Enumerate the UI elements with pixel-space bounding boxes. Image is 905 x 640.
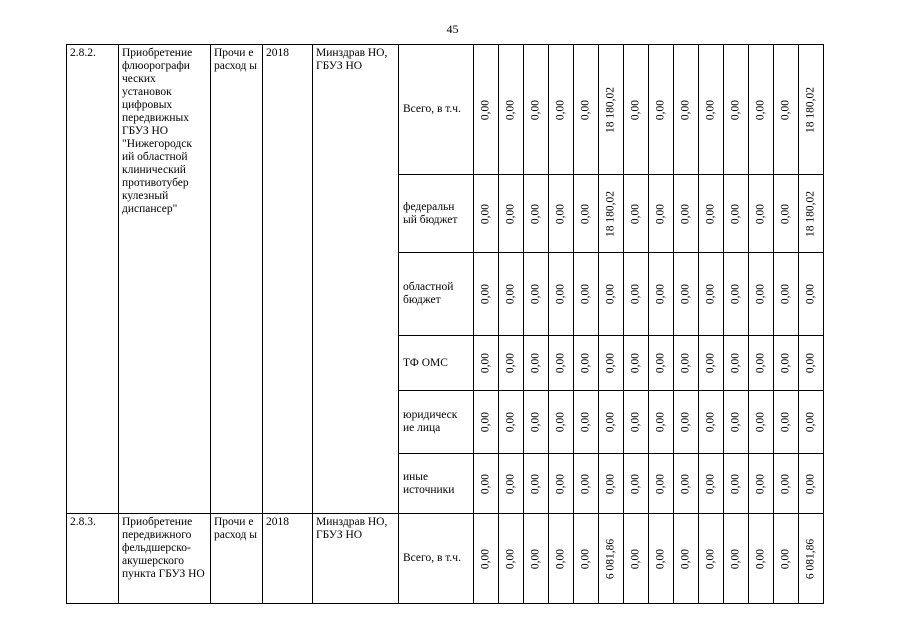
amount-cell [749, 253, 774, 336]
amount-cell [649, 45, 674, 175]
amount-value: 0,00 [529, 203, 542, 224]
amount-cell [724, 253, 749, 336]
amount-cell [649, 253, 674, 336]
amount-cell [799, 253, 824, 336]
amount-cell [524, 454, 549, 514]
amount-value: 0,00 [504, 352, 517, 374]
amount-value: 0,00 [754, 411, 767, 433]
amount-value: 18 180,02 [604, 86, 617, 133]
amount-cell [474, 514, 499, 604]
amount-value: 0,00 [554, 203, 567, 224]
amount-cell [749, 391, 774, 454]
amount-cell [674, 514, 699, 604]
amount-value: 18 180,02 [804, 86, 817, 133]
amount-value: 18 180,02 [804, 190, 817, 237]
amount-value: 0,00 [579, 411, 592, 433]
amount-cell [799, 45, 824, 175]
amount-cell [499, 336, 524, 391]
amount-cell [549, 336, 574, 391]
amount-cell [524, 253, 549, 336]
amount-value: 6 081,86 [804, 538, 817, 579]
item-code-cell: 2.8.2. [67, 45, 119, 514]
amount-cell [674, 336, 699, 391]
amount-value: 0,00 [779, 99, 792, 120]
amount-cell [649, 391, 674, 454]
amount-cell [724, 336, 749, 391]
amount-value: 0,00 [779, 411, 792, 433]
amount-value: 0,00 [579, 352, 592, 374]
amount-cell [599, 391, 624, 454]
amount-cell [574, 175, 599, 253]
amount-cell [774, 175, 799, 253]
amount-cell [799, 175, 824, 253]
amount-value: 0,00 [629, 473, 642, 494]
budget-table [66, 44, 824, 604]
amount-cell [474, 336, 499, 391]
amount-cell [574, 514, 599, 604]
amount-cell [474, 454, 499, 514]
amount-value: 0,00 [729, 411, 742, 433]
amount-cell [674, 391, 699, 454]
amount-value: 0,00 [679, 411, 692, 433]
amount-cell [499, 253, 524, 336]
amount-cell [649, 514, 674, 604]
amount-value: 0,00 [554, 283, 567, 305]
amount-cell [574, 336, 599, 391]
amount-value: 0,00 [629, 203, 642, 224]
amount-value: 0,00 [729, 283, 742, 305]
amount-cell [699, 514, 724, 604]
amount-cell [699, 391, 724, 454]
funding-source-label: Всего, в т.ч. [399, 45, 474, 175]
amount-cell [724, 175, 749, 253]
amount-cell [724, 514, 749, 604]
amount-value: 0,00 [704, 411, 717, 433]
amount-value: 0,00 [504, 203, 517, 224]
amount-value: 0,00 [679, 352, 692, 374]
amount-value: 0,00 [779, 473, 792, 494]
amount-value: 0,00 [479, 411, 492, 433]
amount-value: 0,00 [579, 283, 592, 305]
amount-cell [699, 454, 724, 514]
amount-cell [549, 253, 574, 336]
amount-cell [549, 175, 574, 253]
amount-value: 0,00 [654, 411, 667, 433]
amount-cell [749, 454, 774, 514]
amount-value: 0,00 [504, 411, 517, 433]
amount-value: 0,00 [654, 352, 667, 374]
amount-cell [599, 454, 624, 514]
amount-value: 0,00 [754, 473, 767, 494]
amount-value: 0,00 [704, 283, 717, 305]
amount-cell [624, 391, 649, 454]
amount-value: 0,00 [679, 283, 692, 305]
funding-source-label: областной бюджет [399, 253, 474, 336]
item-name-cell: Приобретение передвижного фельдшерско- акушерского пункта ГБУЗ НО [119, 514, 211, 604]
amount-value: 0,00 [704, 203, 717, 224]
amount-value: 0,00 [629, 352, 642, 374]
amount-value: 0,00 [554, 99, 567, 120]
amount-value: 0,00 [754, 203, 767, 224]
amount-value: 0,00 [504, 473, 517, 494]
amount-value: 0,00 [804, 473, 817, 494]
amount-value: 0,00 [679, 548, 692, 569]
amount-cell [524, 45, 549, 175]
amount-cell [624, 454, 649, 514]
amount-value: 0,00 [554, 352, 567, 374]
amount-value: 0,00 [529, 548, 542, 569]
amount-value: 0,00 [579, 548, 592, 569]
amount-value: 0,00 [529, 411, 542, 433]
amount-cell [599, 336, 624, 391]
amount-cell [774, 45, 799, 175]
amount-cell [624, 175, 649, 253]
amount-cell [574, 454, 599, 514]
amount-cell [549, 514, 574, 604]
amount-cell [624, 336, 649, 391]
amount-value: 0,00 [679, 473, 692, 494]
amount-value: 0,00 [629, 99, 642, 120]
amount-value: 0,00 [554, 473, 567, 494]
amount-value: 0,00 [779, 548, 792, 569]
funding-source-label: иные источники [399, 454, 474, 514]
page-number: 45 [446, 22, 459, 36]
amount-value: 0,00 [729, 203, 742, 224]
amount-value: 0,00 [479, 473, 492, 494]
funding-source-label: Всего, в т.ч. [399, 514, 474, 604]
amount-cell [799, 514, 824, 604]
amount-cell [474, 391, 499, 454]
amount-value: 0,00 [779, 283, 792, 305]
amount-value: 0,00 [604, 411, 617, 433]
amount-cell [724, 391, 749, 454]
amount-value: 0,00 [504, 548, 517, 569]
amount-value: 0,00 [529, 99, 542, 120]
amount-value: 0,00 [754, 283, 767, 305]
amount-cell [649, 175, 674, 253]
table-row [67, 45, 824, 175]
amount-cell [799, 391, 824, 454]
funding-source-label: федеральн ый бюджет [399, 175, 474, 253]
amount-value: 0,00 [529, 473, 542, 494]
item-code-cell: 2.8.3. [67, 514, 119, 604]
amount-cell [674, 175, 699, 253]
funding-source-label: ТФ ОМС [399, 336, 474, 391]
amount-cell [599, 45, 624, 175]
amount-cell [524, 514, 549, 604]
funding-source-label: юридическ ие лица [399, 391, 474, 454]
amount-value: 0,00 [629, 411, 642, 433]
amount-value: 0,00 [654, 99, 667, 120]
amount-cell [624, 514, 649, 604]
amount-cell [674, 45, 699, 175]
amount-value: 0,00 [729, 99, 742, 120]
amount-value: 0,00 [479, 352, 492, 374]
amount-cell [524, 175, 549, 253]
amount-value: 0,00 [754, 548, 767, 569]
amount-cell [599, 175, 624, 253]
amount-value: 0,00 [779, 203, 792, 224]
amount-cell [699, 336, 724, 391]
amount-value: 0,00 [779, 352, 792, 374]
amount-value: 0,00 [804, 352, 817, 374]
amount-value: 0,00 [529, 352, 542, 374]
amount-cell [724, 454, 749, 514]
amount-value: 0,00 [629, 283, 642, 305]
amount-cell [549, 454, 574, 514]
item-name-cell: Приобретение флюорографи ческих установок цифровых передвижных ГБУЗ НО "Нижегородск ий областной клинический противотубер кулезный диспансер" [119, 45, 211, 514]
amount-cell [774, 454, 799, 514]
amount-cell [499, 175, 524, 253]
amount-cell [774, 336, 799, 391]
year-cell: 2018 [263, 45, 313, 514]
executor-cell: Минздрав НО, ГБУЗ НО [313, 45, 399, 514]
table-row [67, 514, 824, 604]
amount-value: 0,00 [654, 203, 667, 224]
amount-cell [499, 514, 524, 604]
amount-cell [599, 253, 624, 336]
executor-cell: Минздрав НО, ГБУЗ НО [313, 514, 399, 604]
amount-value: 0,00 [704, 352, 717, 374]
amount-cell [749, 514, 774, 604]
amount-value: 18 180,02 [604, 190, 617, 237]
amount-cell [674, 454, 699, 514]
amount-value: 0,00 [654, 473, 667, 494]
amount-value: 0,00 [679, 99, 692, 120]
amount-cell [474, 175, 499, 253]
amount-cell [574, 391, 599, 454]
amount-cell [799, 454, 824, 514]
amount-value: 0,00 [579, 203, 592, 224]
amount-cell [574, 45, 599, 175]
amount-cell [749, 45, 774, 175]
amount-value: 0,00 [804, 283, 817, 305]
amount-cell [549, 391, 574, 454]
amount-value: 0,00 [579, 99, 592, 120]
amount-value: 0,00 [654, 283, 667, 305]
amount-cell [799, 336, 824, 391]
amount-cell [474, 45, 499, 175]
amount-value: 0,00 [804, 411, 817, 433]
amount-value: 0,00 [479, 99, 492, 120]
amount-cell [749, 336, 774, 391]
amount-cell [574, 253, 599, 336]
amount-value: 0,00 [729, 548, 742, 569]
amount-value: 0,00 [479, 548, 492, 569]
year-cell: 2018 [263, 514, 313, 604]
amount-value: 0,00 [529, 283, 542, 305]
amount-value: 0,00 [629, 548, 642, 569]
amount-value: 0,00 [579, 473, 592, 494]
amount-cell [774, 253, 799, 336]
amount-value: 0,00 [604, 473, 617, 494]
amount-value: 0,00 [554, 411, 567, 433]
amount-cell [524, 391, 549, 454]
amount-cell [649, 336, 674, 391]
amount-cell [774, 514, 799, 604]
amount-cell [524, 336, 549, 391]
amount-cell [499, 391, 524, 454]
amount-cell [774, 391, 799, 454]
amount-value: 0,00 [704, 473, 717, 494]
amount-value: 0,00 [479, 283, 492, 305]
amount-cell [624, 45, 649, 175]
amount-value: 0,00 [504, 99, 517, 120]
amount-value: 0,00 [704, 548, 717, 569]
amount-value: 6 081,86 [604, 538, 617, 579]
amount-value: 0,00 [604, 352, 617, 374]
amount-cell [699, 45, 724, 175]
amount-cell [724, 45, 749, 175]
amount-value: 0,00 [654, 548, 667, 569]
amount-cell [674, 253, 699, 336]
expense-type-cell: Прочи е расход ы [211, 45, 263, 514]
amount-cell [499, 45, 524, 175]
amount-value: 0,00 [604, 283, 617, 305]
amount-value: 0,00 [504, 283, 517, 305]
amount-value: 0,00 [554, 548, 567, 569]
amount-value: 0,00 [754, 99, 767, 120]
amount-value: 0,00 [679, 203, 692, 224]
expense-type-cell: Прочи е расход ы [211, 514, 263, 604]
amount-cell [599, 514, 624, 604]
amount-cell [549, 45, 574, 175]
amount-cell [474, 253, 499, 336]
amount-cell [749, 175, 774, 253]
amount-value: 0,00 [704, 99, 717, 120]
amount-value: 0,00 [729, 352, 742, 374]
amount-value: 0,00 [479, 203, 492, 224]
amount-value: 0,00 [754, 352, 767, 374]
amount-cell [699, 175, 724, 253]
amount-cell [499, 454, 524, 514]
amount-value: 0,00 [729, 473, 742, 494]
amount-cell [699, 253, 724, 336]
amount-cell [624, 253, 649, 336]
amount-cell [649, 454, 674, 514]
